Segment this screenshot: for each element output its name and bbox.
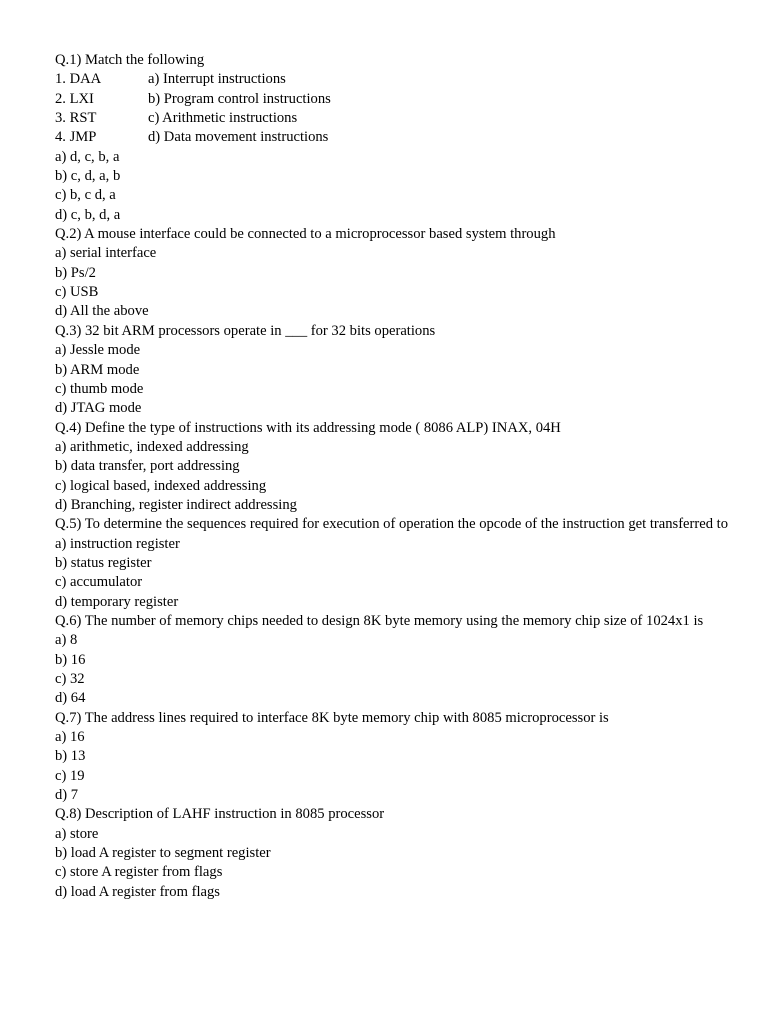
- answer-option: d) 7: [55, 787, 79, 804]
- answer-option: b) data transfer, port addressing: [55, 458, 240, 475]
- answer-option: b) ARM mode: [55, 361, 140, 378]
- answer-option: d) All the above: [55, 303, 149, 320]
- answer-option: c) store A register from flags: [55, 864, 223, 881]
- match-pair: [55, 128, 745, 147]
- answer-option: a) 8: [55, 632, 78, 649]
- match-right-item: c) Arithmetic instructions: [148, 110, 298, 127]
- match-left-item: 1. DAA: [55, 71, 102, 88]
- question-text: Q.4) Define the type of instructions with its addressing mode ( 8086 ALP) INAX, 04H: [55, 419, 561, 436]
- answer-option: a) instruction register: [55, 535, 180, 552]
- answer-option: b) Ps/2: [55, 264, 96, 281]
- answer-option: c) USB: [55, 284, 99, 301]
- question-block-8: [55, 805, 745, 902]
- answer-option: b) status register: [55, 554, 152, 571]
- match-left-item: 4. JMP: [55, 129, 97, 146]
- question-text: Q.2) A mouse interface could be connected to a microprocessor based system through: [55, 226, 556, 243]
- match-left-item: 3. RST: [55, 110, 97, 127]
- question-block-1: [55, 51, 745, 225]
- match-right-item: a) Interrupt instructions: [148, 71, 286, 88]
- answer-option: d) Branching, register indirect addressing: [55, 496, 297, 513]
- match-right-item: b) Program control instructions: [148, 90, 331, 107]
- question-block-4: [55, 419, 745, 516]
- question-block-6: [55, 612, 745, 709]
- answer-option: b) load A register to segment register: [55, 845, 271, 862]
- answer-option: a) store: [55, 825, 99, 842]
- question-text: Q.6) The number of memory chips needed to design 8K byte memory using the memory chip size of 1024x1 is: [55, 612, 704, 629]
- match-pair: [55, 109, 745, 128]
- question-block-5: [55, 515, 745, 612]
- answer-option: b) 13: [55, 748, 86, 765]
- answer-option: d) temporary register: [55, 593, 179, 610]
- answer-option: c) accumulator: [55, 574, 143, 591]
- question-text: Q.1) Match the following: [55, 52, 205, 68]
- answer-option: d) JTAG mode: [55, 400, 142, 417]
- question-text: Q.3) 32 bit ARM processors operate in ___ for 32 bits operations: [55, 322, 436, 339]
- answer-option: a) serial interface: [55, 245, 157, 262]
- answer-option: a) arithmetic, indexed addressing: [55, 438, 249, 455]
- question-block-3: [55, 322, 745, 419]
- answer-option: c) logical based, indexed addressing: [55, 477, 267, 494]
- match-right-item: d) Data movement instructions: [148, 129, 329, 146]
- answer-option: a) Jessle mode: [55, 342, 141, 359]
- match-pair: [55, 70, 745, 89]
- question-block-7: [55, 709, 745, 806]
- answer-option: a) d, c, b, a: [55, 148, 120, 165]
- answer-option: b) c, d, a, b: [55, 168, 121, 185]
- match-pair: [55, 90, 745, 109]
- answer-option: c) 19: [55, 767, 85, 784]
- answer-option: d) c, b, d, a: [55, 206, 121, 223]
- answer-option: c) thumb mode: [55, 380, 144, 397]
- answer-option: c) b, c d, a: [55, 187, 116, 204]
- question-block-2: [55, 225, 745, 322]
- answer-option: d) 64: [55, 690, 86, 707]
- answer-option: d) load A register from flags: [55, 883, 220, 900]
- question-text: Q.7) The address lines required to interface 8K byte memory chip with 8085 microprocessor is: [55, 709, 609, 726]
- question-text: Q.5) To determine the sequences required for execution of operation the opcode of the instruction get transferred to: [55, 516, 729, 533]
- match-left-item: 2. LXI: [55, 90, 94, 107]
- question-text: Q.8) Description of LAHF instruction in 8085 processor: [55, 806, 385, 823]
- answer-option: c) 32: [55, 671, 85, 687]
- answer-option: a) 16: [55, 729, 85, 746]
- quiz-document: [55, 51, 745, 902]
- answer-option: b) 16: [55, 651, 86, 668]
